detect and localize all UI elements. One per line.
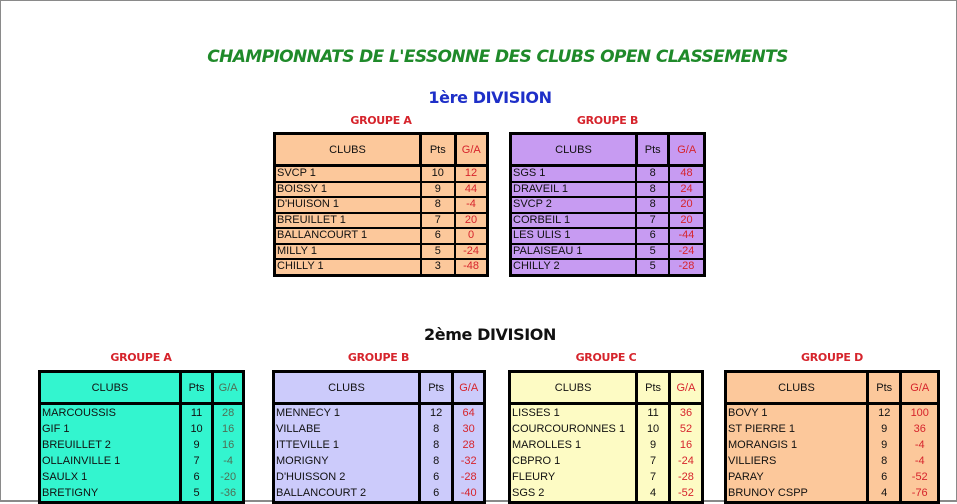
table-row <box>274 404 485 422</box>
goal-average-value: -24 <box>669 244 705 260</box>
club-name: CHILLY 1 <box>275 259 421 275</box>
pts-header: Pts <box>868 372 901 404</box>
table-row <box>726 469 939 485</box>
pts-header: Pts <box>636 134 669 166</box>
points-value: 8 <box>636 197 669 213</box>
club-name: BREUILLET 1 <box>275 213 421 229</box>
goal-average-value: 28 <box>453 437 485 453</box>
clubs-header: CLUBS <box>275 134 421 166</box>
pts-header: Pts <box>180 372 212 404</box>
table-row <box>510 421 703 437</box>
goal-average-value: -28 <box>669 469 702 485</box>
table-row <box>275 259 488 275</box>
points-value: 9 <box>421 182 455 198</box>
club-name: CBPRO 1 <box>510 453 637 469</box>
table-row <box>274 437 485 453</box>
goal-average-value: 30 <box>453 421 485 437</box>
club-name: PALAISEAU 1 <box>511 244 637 260</box>
d2-group-d-table <box>724 370 940 504</box>
points-value: 8 <box>421 197 455 213</box>
goal-average-value: 16 <box>669 437 702 453</box>
points-value: 6 <box>421 228 455 244</box>
ga-header: G/A <box>453 372 485 404</box>
table-row <box>510 453 703 469</box>
table-row <box>726 421 939 437</box>
clubs-header: CLUBS <box>511 134 637 166</box>
goal-average-value: -20 <box>213 469 244 485</box>
club-name: CHILLY 2 <box>511 259 637 275</box>
points-value: 9 <box>868 437 901 453</box>
table-row <box>40 469 244 485</box>
club-name: VILLIERS <box>726 453 868 469</box>
points-value: 6 <box>419 485 452 503</box>
ga-header: G/A <box>901 372 939 404</box>
page-title: CHAMPIONNATS DE L'ESSONNE DES CLUBS OPEN CLASSEMENTS <box>207 47 788 67</box>
points-value: 12 <box>419 404 452 422</box>
points-value: 8 <box>636 166 669 182</box>
table-row <box>510 404 703 422</box>
ga-header: G/A <box>455 134 487 166</box>
points-value: 6 <box>868 469 901 485</box>
club-name: MORANGIS 1 <box>726 437 868 453</box>
d2-group-b-table <box>272 370 486 504</box>
points-value: 7 <box>636 213 669 229</box>
ga-header: G/A <box>669 372 702 404</box>
pts-header: Pts <box>421 134 455 166</box>
goal-average-value: 36 <box>669 404 702 422</box>
table-row <box>275 182 488 198</box>
goal-average-value: -36 <box>213 485 244 503</box>
points-value: 4 <box>637 485 670 503</box>
goal-average-value: -52 <box>669 485 702 503</box>
points-value: 7 <box>180 453 212 469</box>
goal-average-value: -48 <box>455 259 487 275</box>
club-name: CORBEIL 1 <box>511 213 637 229</box>
club-name: SGS 1 <box>511 166 637 182</box>
club-name: BALLANCOURT 1 <box>275 228 421 244</box>
table-row <box>511 244 705 260</box>
table-row <box>274 485 485 503</box>
club-name: MARCOUSSIS <box>40 404 181 422</box>
club-name: BRETIGNY <box>40 485 181 503</box>
club-name: ST PIERRE 1 <box>726 421 868 437</box>
club-name: BRUNOY CSPP <box>726 485 868 503</box>
goal-average-value: 16 <box>213 437 244 453</box>
points-value: 8 <box>868 453 901 469</box>
table-row <box>275 228 488 244</box>
goal-average-value: 52 <box>669 421 702 437</box>
club-name: SVCP 1 <box>275 166 421 182</box>
points-value: 4 <box>868 485 901 503</box>
club-name: VILLABE <box>274 421 420 437</box>
points-value: 6 <box>419 469 452 485</box>
pts-header: Pts <box>419 372 452 404</box>
table-row <box>40 404 244 422</box>
club-name: FLEURY <box>510 469 637 485</box>
d2-group-d-label: GROUPE D <box>801 351 863 364</box>
club-name: LES ULIS 1 <box>511 228 637 244</box>
clubs-header: CLUBS <box>40 372 181 404</box>
points-value: 8 <box>419 421 452 437</box>
ga-header: G/A <box>213 372 244 404</box>
points-value: 5 <box>421 244 455 260</box>
table-row <box>726 437 939 453</box>
table-row <box>510 469 703 485</box>
club-name: GIF 1 <box>40 421 181 437</box>
goal-average-value: -28 <box>453 469 485 485</box>
table-row <box>275 213 488 229</box>
table-row <box>726 453 939 469</box>
club-name: BOVY 1 <box>726 404 868 422</box>
table-row <box>511 213 705 229</box>
table-row <box>511 228 705 244</box>
d2-group-a-table <box>38 370 245 504</box>
points-value: 3 <box>421 259 455 275</box>
goal-average-value: 36 <box>901 421 939 437</box>
club-name: LISSES 1 <box>510 404 637 422</box>
goal-average-value: -4 <box>455 197 487 213</box>
table-row <box>40 453 244 469</box>
goal-average-value: -52 <box>901 469 939 485</box>
d2-group-c-table <box>508 370 704 504</box>
table-row <box>274 421 485 437</box>
points-value: 5 <box>636 244 669 260</box>
goal-average-value: -4 <box>901 453 939 469</box>
club-name: SGS 2 <box>510 485 637 503</box>
table-row <box>275 166 488 182</box>
club-name: ITTEVILLE 1 <box>274 437 420 453</box>
points-value: 6 <box>180 469 212 485</box>
points-value: 5 <box>636 259 669 275</box>
table-row <box>511 182 705 198</box>
table-row <box>274 453 485 469</box>
goal-average-value: 12 <box>455 166 487 182</box>
points-value: 11 <box>180 404 212 422</box>
points-value: 8 <box>419 453 452 469</box>
club-name: D'HUISON 1 <box>275 197 421 213</box>
goal-average-value: -24 <box>455 244 487 260</box>
club-name: DRAVEIL 1 <box>511 182 637 198</box>
pts-header: Pts <box>637 372 670 404</box>
points-value: 7 <box>421 213 455 229</box>
table-row <box>511 166 705 182</box>
points-value: 11 <box>637 404 670 422</box>
points-value: 12 <box>868 404 901 422</box>
table-row <box>275 197 488 213</box>
points-value: 9 <box>868 421 901 437</box>
goal-average-value: -32 <box>453 453 485 469</box>
d1-group-b-table <box>509 132 706 277</box>
d2-group-b-label: GROUPE B <box>347 351 410 364</box>
club-name: BALLANCOURT 2 <box>274 485 420 503</box>
goal-average-value: 48 <box>669 166 705 182</box>
goal-average-value: 20 <box>455 213 487 229</box>
goal-average-value: 44 <box>455 182 487 198</box>
club-name: PARAY <box>726 469 868 485</box>
table-row <box>726 485 939 503</box>
d1-group-b-label: GROUPE B <box>576 114 639 127</box>
goal-average-value: 28 <box>213 404 244 422</box>
points-value: 7 <box>637 469 670 485</box>
points-value: 9 <box>180 437 212 453</box>
goal-average-value: 64 <box>453 404 485 422</box>
goal-average-value: 20 <box>669 197 705 213</box>
club-name: SVCP 2 <box>511 197 637 213</box>
division-2-title: 2ème DIVISION <box>424 325 556 344</box>
d2-group-a-label: GROUPE A <box>110 351 172 364</box>
table-row <box>40 437 244 453</box>
goal-average-value: -24 <box>669 453 702 469</box>
table-row <box>40 421 244 437</box>
d1-group-a-table <box>273 132 489 277</box>
points-value: 8 <box>419 437 452 453</box>
goal-average-value: -76 <box>901 485 939 503</box>
table-row <box>510 485 703 503</box>
club-name: MORIGNY <box>274 453 420 469</box>
club-name: BOISSY 1 <box>275 182 421 198</box>
goal-average-value: -40 <box>453 485 485 503</box>
points-value: 6 <box>636 228 669 244</box>
goal-average-value: 20 <box>669 213 705 229</box>
table-row <box>511 259 705 275</box>
division-1-title: 1ère DIVISION <box>428 88 552 107</box>
goal-average-value: -4 <box>213 453 244 469</box>
table-row <box>510 437 703 453</box>
goal-average-value: 0 <box>455 228 487 244</box>
goal-average-value: 16 <box>213 421 244 437</box>
points-value: 7 <box>637 453 670 469</box>
goal-average-value: -44 <box>669 228 705 244</box>
table-row <box>40 485 244 503</box>
points-value: 10 <box>421 166 455 182</box>
goal-average-value: 100 <box>901 404 939 422</box>
d2-group-c-label: GROUPE C <box>575 351 637 364</box>
clubs-header: CLUBS <box>726 372 868 404</box>
club-name: COURCOURONNES 1 <box>510 421 637 437</box>
goal-average-value: 24 <box>669 182 705 198</box>
club-name: BREUILLET 2 <box>40 437 181 453</box>
club-name: MENNECY 1 <box>274 404 420 422</box>
points-value: 10 <box>180 421 212 437</box>
table-row <box>511 197 705 213</box>
club-name: OLLAINVILLE 1 <box>40 453 181 469</box>
club-name: D'HUISSON 2 <box>274 469 420 485</box>
table-row <box>726 404 939 422</box>
clubs-header: CLUBS <box>510 372 637 404</box>
club-name: SAULX 1 <box>40 469 181 485</box>
points-value: 9 <box>637 437 670 453</box>
d1-group-a-label: GROUPE A <box>350 114 412 127</box>
points-value: 8 <box>636 182 669 198</box>
goal-average-value: -28 <box>669 259 705 275</box>
points-value: 5 <box>180 485 212 503</box>
ga-header: G/A <box>669 134 705 166</box>
goal-average-value: -4 <box>901 437 939 453</box>
club-name: MAROLLES 1 <box>510 437 637 453</box>
table-row <box>275 244 488 260</box>
points-value: 10 <box>637 421 670 437</box>
clubs-header: CLUBS <box>274 372 420 404</box>
table-row <box>274 469 485 485</box>
club-name: MILLY 1 <box>275 244 421 260</box>
